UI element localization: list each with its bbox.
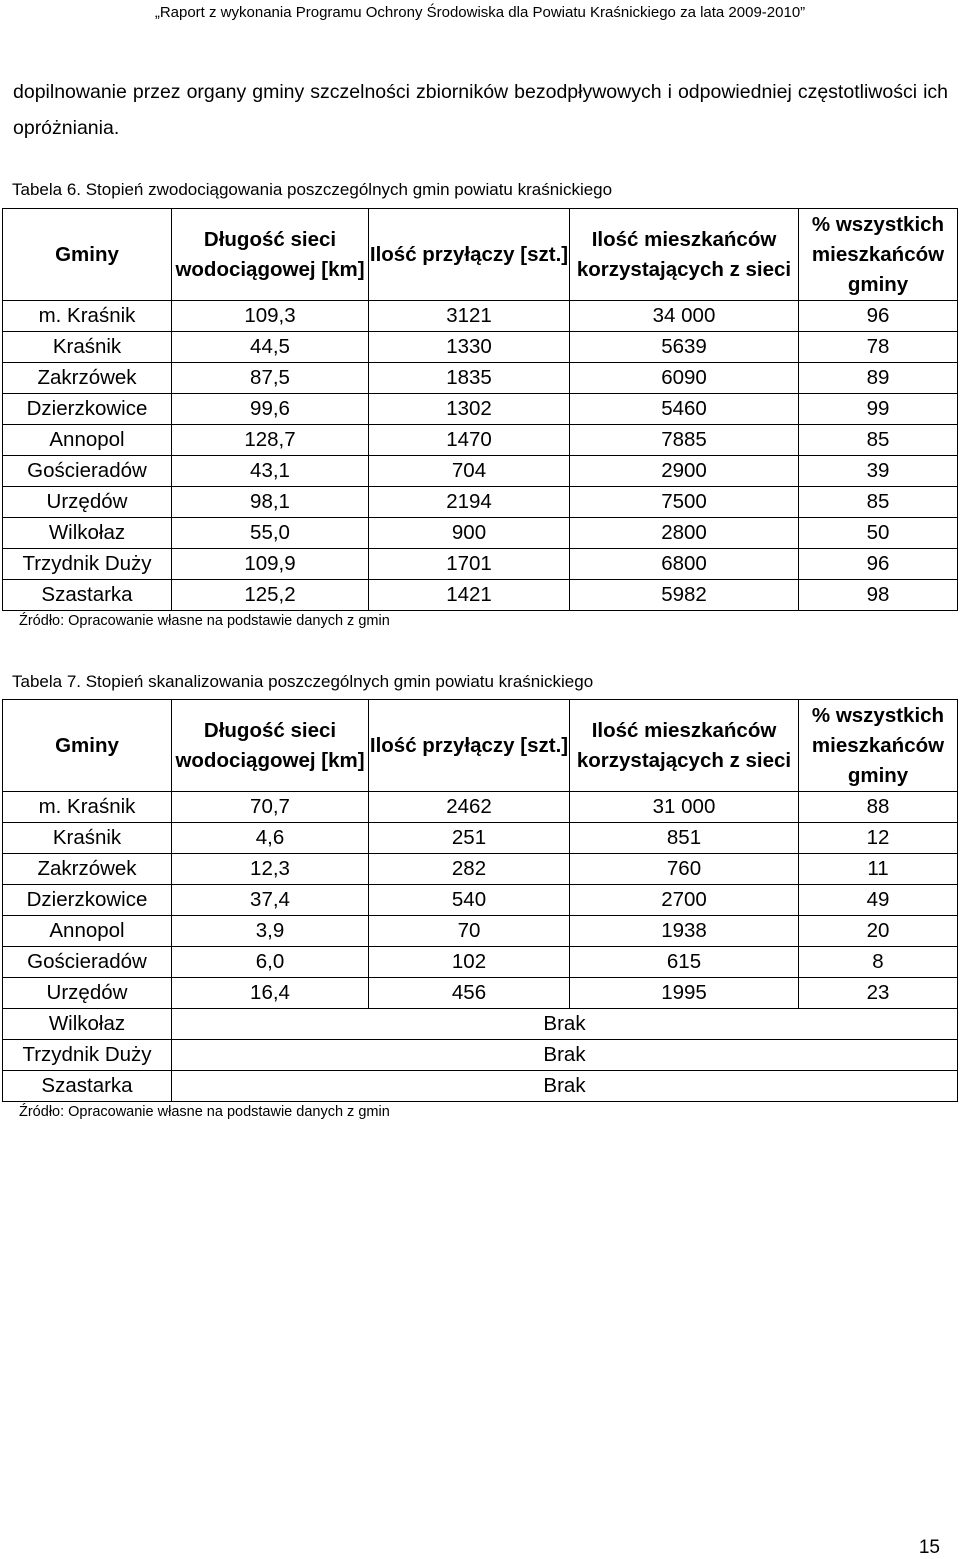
- cell-gmina: Gościeradów: [3, 947, 172, 978]
- cell-mieszkancy: 5639: [570, 332, 799, 363]
- cell-procent: 50: [799, 518, 958, 549]
- cell-gmina: Szastarka: [3, 1071, 172, 1102]
- cell-mieszkancy: 31 000: [570, 792, 799, 823]
- cell-przylacza: 102: [369, 947, 570, 978]
- col-header-mieszkancy: Ilość mieszkańców korzystających z sieci: [570, 209, 799, 301]
- table-row: [3, 1071, 958, 1102]
- table-row: [3, 854, 958, 885]
- cell-przylacza: 1701: [369, 549, 570, 580]
- cell-przylacza: 540: [369, 885, 570, 916]
- table-row: [3, 947, 958, 978]
- cell-dlugosc: 6,0: [172, 947, 369, 978]
- cell-mieszkancy: 7885: [570, 425, 799, 456]
- cell-mieszkancy: 6090: [570, 363, 799, 394]
- cell-przylacza: 1470: [369, 425, 570, 456]
- cell-dlugosc: 16,4: [172, 978, 369, 1009]
- cell-procent: 89: [799, 363, 958, 394]
- cell-gmina: Trzydnik Duży: [3, 1040, 172, 1071]
- table7-body: [3, 792, 958, 1102]
- table6-source: Źródło: Opracowanie własne na podstawie danych z gmin: [19, 613, 390, 629]
- cell-mieszkancy: 2800: [570, 518, 799, 549]
- cell-procent: 12: [799, 823, 958, 854]
- cell-mieszkancy: 6800: [570, 549, 799, 580]
- cell-procent: 20: [799, 916, 958, 947]
- intro-paragraph: dopilnowanie przez organy gminy szczelności zbiorników bezodpływowych i odpowiedniej częstotliwości ich opróżniania.: [13, 81, 948, 139]
- cell-mieszkancy: 760: [570, 854, 799, 885]
- table-row: [3, 823, 958, 854]
- col-header-gminy: Gminy: [3, 700, 172, 792]
- cell-dlugosc: 4,6: [172, 823, 369, 854]
- cell-dlugosc: 70,7: [172, 792, 369, 823]
- table-row: [3, 487, 958, 518]
- cell-procent: 98: [799, 580, 958, 611]
- cell-przylacza: 1421: [369, 580, 570, 611]
- cell-gmina: Szastarka: [3, 580, 172, 611]
- cell-mieszkancy: 2700: [570, 885, 799, 916]
- cell-dlugosc: 109,9: [172, 549, 369, 580]
- col-header-gminy: Gminy: [3, 209, 172, 301]
- cell-gmina: m. Kraśnik: [3, 301, 172, 332]
- table6-caption: Tabela 6. Stopień zwodociągowania poszczególnych gmin powiatu kraśnickiego: [12, 180, 613, 199]
- table-header-row: [3, 700, 958, 792]
- cell-dlugosc: 37,4: [172, 885, 369, 916]
- cell-gmina: Dzierzkowice: [3, 885, 172, 916]
- table-row: [3, 518, 958, 549]
- table-row: [3, 456, 958, 487]
- table-row: [3, 549, 958, 580]
- cell-gmina: Wilkołaz: [3, 1009, 172, 1040]
- col-header-dlugosc: Długość sieci wodociągowej [km]: [172, 700, 369, 792]
- table6-body: [3, 301, 958, 611]
- cell-dlugosc: 98,1: [172, 487, 369, 518]
- cell-gmina: m. Kraśnik: [3, 792, 172, 823]
- cell-dlugosc: 87,5: [172, 363, 369, 394]
- cell-procent: 88: [799, 792, 958, 823]
- table-row: [3, 916, 958, 947]
- cell-gmina: Wilkołaz: [3, 518, 172, 549]
- cell-brak: Brak: [172, 1040, 958, 1071]
- table-row: [3, 885, 958, 916]
- cell-dlugosc: 109,3: [172, 301, 369, 332]
- table-row: [3, 363, 958, 394]
- cell-mieszkancy: 7500: [570, 487, 799, 518]
- cell-brak: Brak: [172, 1071, 958, 1102]
- cell-gmina: Gościeradów: [3, 456, 172, 487]
- cell-dlugosc: 125,2: [172, 580, 369, 611]
- cell-przylacza: 900: [369, 518, 570, 549]
- table-row: [3, 332, 958, 363]
- cell-przylacza: 456: [369, 978, 570, 1009]
- cell-przylacza: 1330: [369, 332, 570, 363]
- cell-procent: 39: [799, 456, 958, 487]
- table-row: [3, 792, 958, 823]
- cell-brak: Brak: [172, 1009, 958, 1040]
- table-row: [3, 1040, 958, 1071]
- cell-procent: 96: [799, 549, 958, 580]
- col-header-procent: % wszystkich mieszkańców gminy: [799, 209, 958, 301]
- cell-dlugosc: 44,5: [172, 332, 369, 363]
- cell-dlugosc: 12,3: [172, 854, 369, 885]
- cell-procent: 85: [799, 425, 958, 456]
- cell-przylacza: 282: [369, 854, 570, 885]
- cell-procent: 49: [799, 885, 958, 916]
- cell-procent: 85: [799, 487, 958, 518]
- table-header-row: [3, 209, 958, 301]
- cell-procent: 96: [799, 301, 958, 332]
- cell-mieszkancy: 1995: [570, 978, 799, 1009]
- cell-gmina: Kraśnik: [3, 823, 172, 854]
- cell-dlugosc: 43,1: [172, 456, 369, 487]
- cell-mieszkancy: 851: [570, 823, 799, 854]
- cell-gmina: Dzierzkowice: [3, 394, 172, 425]
- cell-przylacza: 2462: [369, 792, 570, 823]
- cell-przylacza: 704: [369, 456, 570, 487]
- cell-dlugosc: 99,6: [172, 394, 369, 425]
- cell-przylacza: 251: [369, 823, 570, 854]
- cell-gmina: Trzydnik Duży: [3, 549, 172, 580]
- col-header-procent: % wszystkich mieszkańców gminy: [799, 700, 958, 792]
- col-header-przylacza: Ilość przyłączy [szt.]: [369, 209, 570, 301]
- running-header: „Raport z wykonania Programu Ochrony Środowiska dla Powiatu Kraśnickiego za lata 2009-2010”: [154, 4, 806, 21]
- cell-procent: 23: [799, 978, 958, 1009]
- cell-przylacza: 1835: [369, 363, 570, 394]
- cell-procent: 11: [799, 854, 958, 885]
- cell-dlugosc: 128,7: [172, 425, 369, 456]
- table-row: [3, 301, 958, 332]
- table-row: [3, 580, 958, 611]
- cell-gmina: Annopol: [3, 916, 172, 947]
- cell-przylacza: 2194: [369, 487, 570, 518]
- cell-dlugosc: 55,0: [172, 518, 369, 549]
- cell-procent: 8: [799, 947, 958, 978]
- cell-gmina: Kraśnik: [3, 332, 172, 363]
- col-header-dlugosc: Długość sieci wodociągowej [km]: [172, 209, 369, 301]
- cell-mieszkancy: 1938: [570, 916, 799, 947]
- table-row: [3, 1009, 958, 1040]
- col-header-przylacza: Ilość przyłączy [szt.]: [369, 700, 570, 792]
- cell-gmina: Urzędów: [3, 487, 172, 518]
- cell-mieszkancy: 2900: [570, 456, 799, 487]
- cell-gmina: Zakrzówek: [3, 854, 172, 885]
- col-header-mieszkancy: Ilość mieszkańców korzystających z sieci: [570, 700, 799, 792]
- cell-mieszkancy: 34 000: [570, 301, 799, 332]
- cell-mieszkancy: 5460: [570, 394, 799, 425]
- table7-source: Źródło: Opracowanie własne na podstawie danych z gmin: [19, 1104, 390, 1120]
- cell-procent: 78: [799, 332, 958, 363]
- cell-mieszkancy: 615: [570, 947, 799, 978]
- cell-przylacza: 70: [369, 916, 570, 947]
- cell-przylacza: 1302: [369, 394, 570, 425]
- table-row: [3, 394, 958, 425]
- table7: [2, 699, 958, 1102]
- table-row: [3, 978, 958, 1009]
- table7-caption: Tabela 7. Stopień skanalizowania poszczególnych gmin powiatu kraśnickiego: [12, 672, 594, 691]
- cell-gmina: Annopol: [3, 425, 172, 456]
- cell-przylacza: 3121: [369, 301, 570, 332]
- cell-mieszkancy: 5982: [570, 580, 799, 611]
- cell-procent: 99: [799, 394, 958, 425]
- cell-gmina: Zakrzówek: [3, 363, 172, 394]
- cell-gmina: Urzędów: [3, 978, 172, 1009]
- table6: [2, 208, 958, 611]
- table-row: [3, 425, 958, 456]
- page-number: 15: [918, 1537, 940, 1558]
- cell-dlugosc: 3,9: [172, 916, 369, 947]
